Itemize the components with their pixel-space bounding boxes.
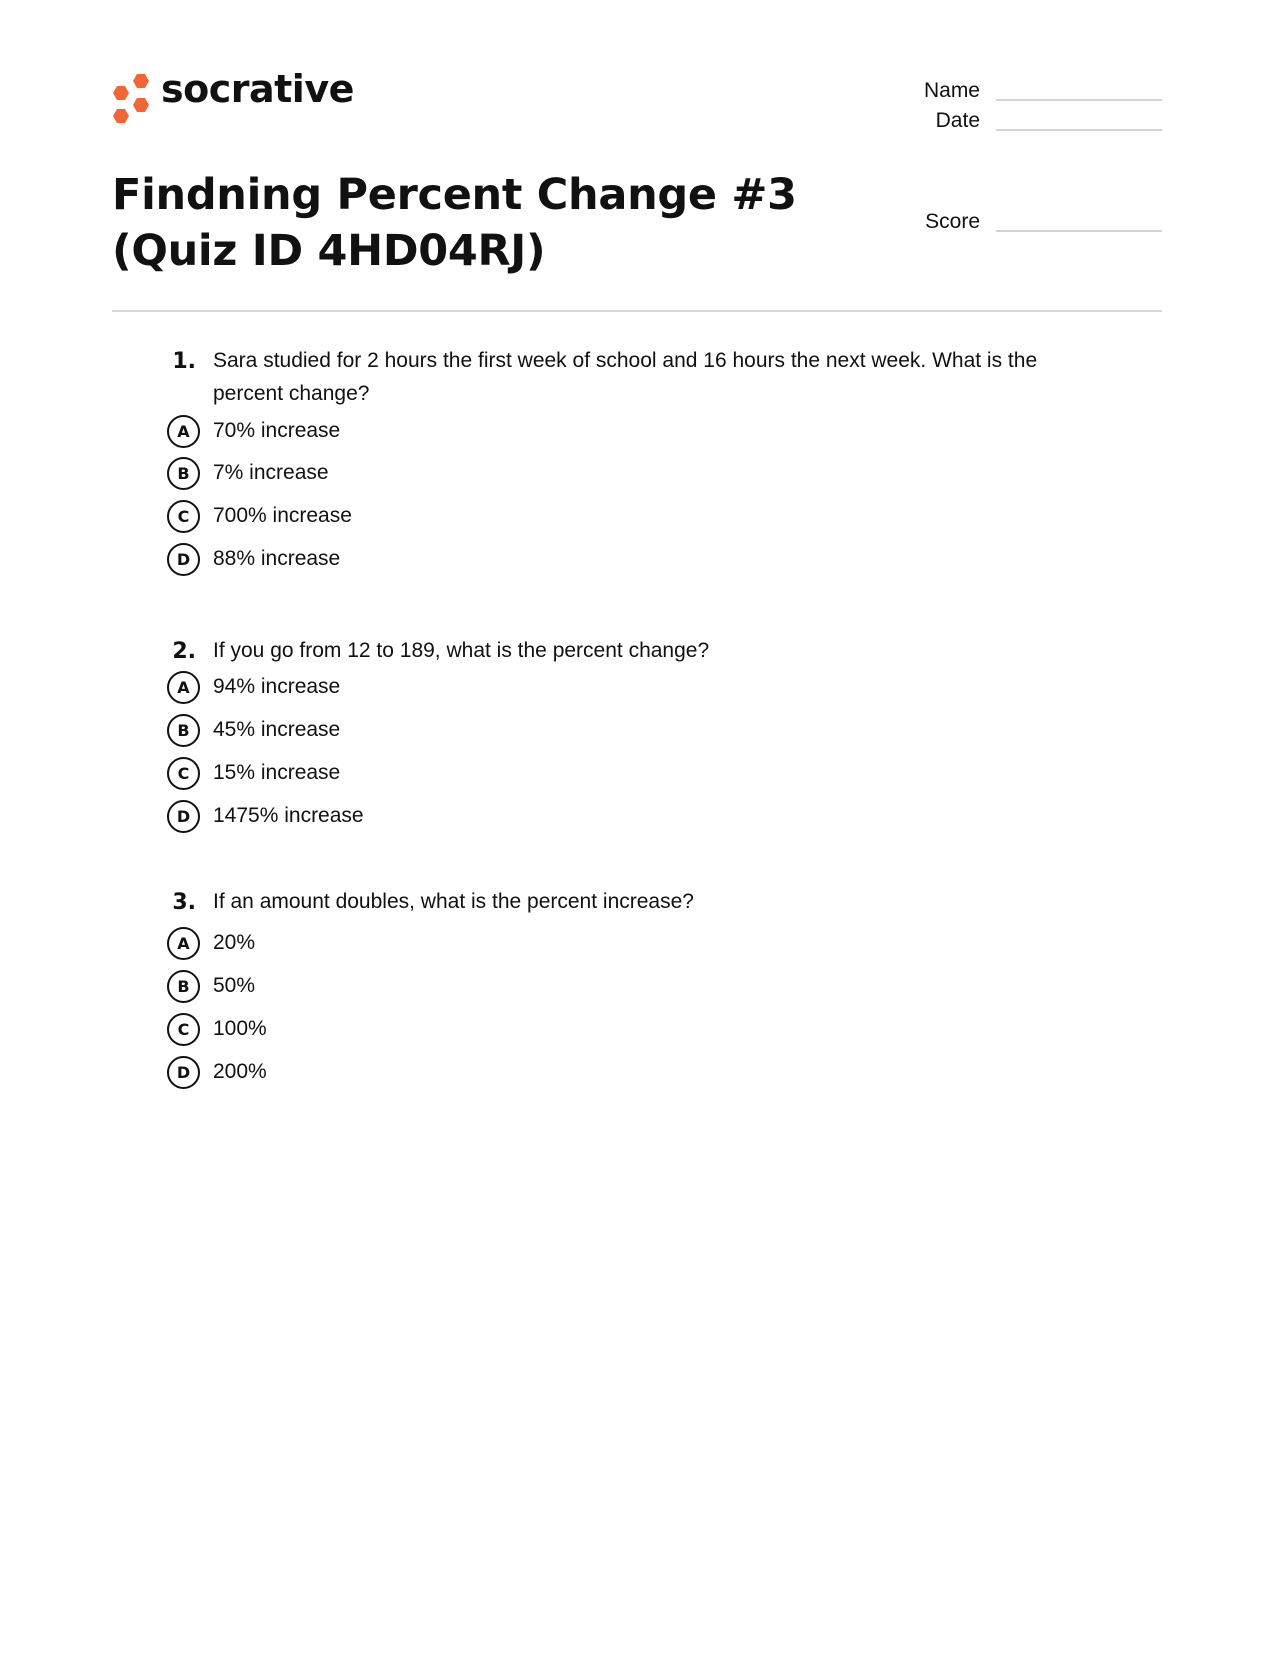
option-text: 1475% increase (213, 804, 364, 827)
score-line[interactable] (996, 230, 1162, 232)
option-text: 45% increase (213, 718, 341, 741)
page-title (112, 167, 872, 279)
option-text: 50% (213, 974, 256, 997)
option-text: 88% increase (213, 547, 341, 570)
option-c[interactable] (167, 757, 767, 791)
socrative-logo-icon (110, 72, 152, 124)
option-text: 20% (213, 931, 256, 954)
option-circle-icon[interactable]: A (167, 927, 200, 960)
option-c[interactable] (167, 1013, 767, 1047)
brand-wordmark: socrative (161, 67, 354, 111)
option-a[interactable] (167, 671, 767, 705)
question-text: If you go from 12 to 189, what is the percent change? (213, 639, 710, 662)
name-label: Name (923, 79, 980, 102)
option-text: 70% increase (213, 419, 341, 442)
date-line[interactable] (996, 129, 1162, 131)
option-circle-icon[interactable]: A (167, 671, 200, 704)
option-circle-icon[interactable]: A (167, 415, 200, 448)
header-divider (112, 310, 1162, 312)
option-a[interactable] (167, 415, 767, 449)
option-circle-icon[interactable]: D (167, 1056, 200, 1089)
option-circle-icon[interactable]: B (167, 714, 200, 747)
option-text: 7% increase (213, 461, 329, 484)
option-circle-icon[interactable]: D (167, 800, 200, 833)
option-circle-icon[interactable]: C (167, 757, 200, 790)
option-d[interactable] (167, 800, 767, 834)
option-text: 15% increase (213, 761, 341, 784)
title-line-2: (Quiz ID 4HD04RJ) (112, 226, 546, 276)
date-label: Date (935, 109, 980, 132)
option-text: 100% (213, 1017, 267, 1040)
option-text: 700% increase (213, 504, 352, 527)
option-circle-icon[interactable]: C (167, 1013, 200, 1046)
option-a[interactable] (167, 927, 767, 961)
option-circle-icon[interactable]: B (167, 970, 200, 1003)
option-b[interactable] (167, 714, 767, 748)
question-number: 1. (172, 349, 196, 374)
option-circle-icon[interactable]: D (167, 543, 200, 576)
option-text: 200% (213, 1060, 267, 1083)
question-number: 2. (172, 639, 196, 664)
option-b[interactable] (167, 970, 767, 1004)
score-label: Score (925, 210, 980, 233)
option-c[interactable] (167, 500, 767, 534)
question-text: Sara studied for 2 hours the first week of school and 16 hours the next week. What is the percent change? (213, 349, 1038, 405)
option-d[interactable] (167, 1056, 767, 1090)
option-d[interactable] (167, 543, 767, 577)
option-b[interactable] (167, 457, 767, 491)
option-text: 94% increase (213, 675, 341, 698)
option-circle-icon[interactable]: B (167, 457, 200, 490)
option-circle-icon[interactable]: C (167, 500, 200, 533)
title-line-1: Findning Percent Change #3 (112, 170, 797, 220)
name-line[interactable] (996, 99, 1162, 101)
question-number: 3. (172, 890, 196, 915)
question-text: If an amount doubles, what is the percent increase? (213, 890, 694, 913)
